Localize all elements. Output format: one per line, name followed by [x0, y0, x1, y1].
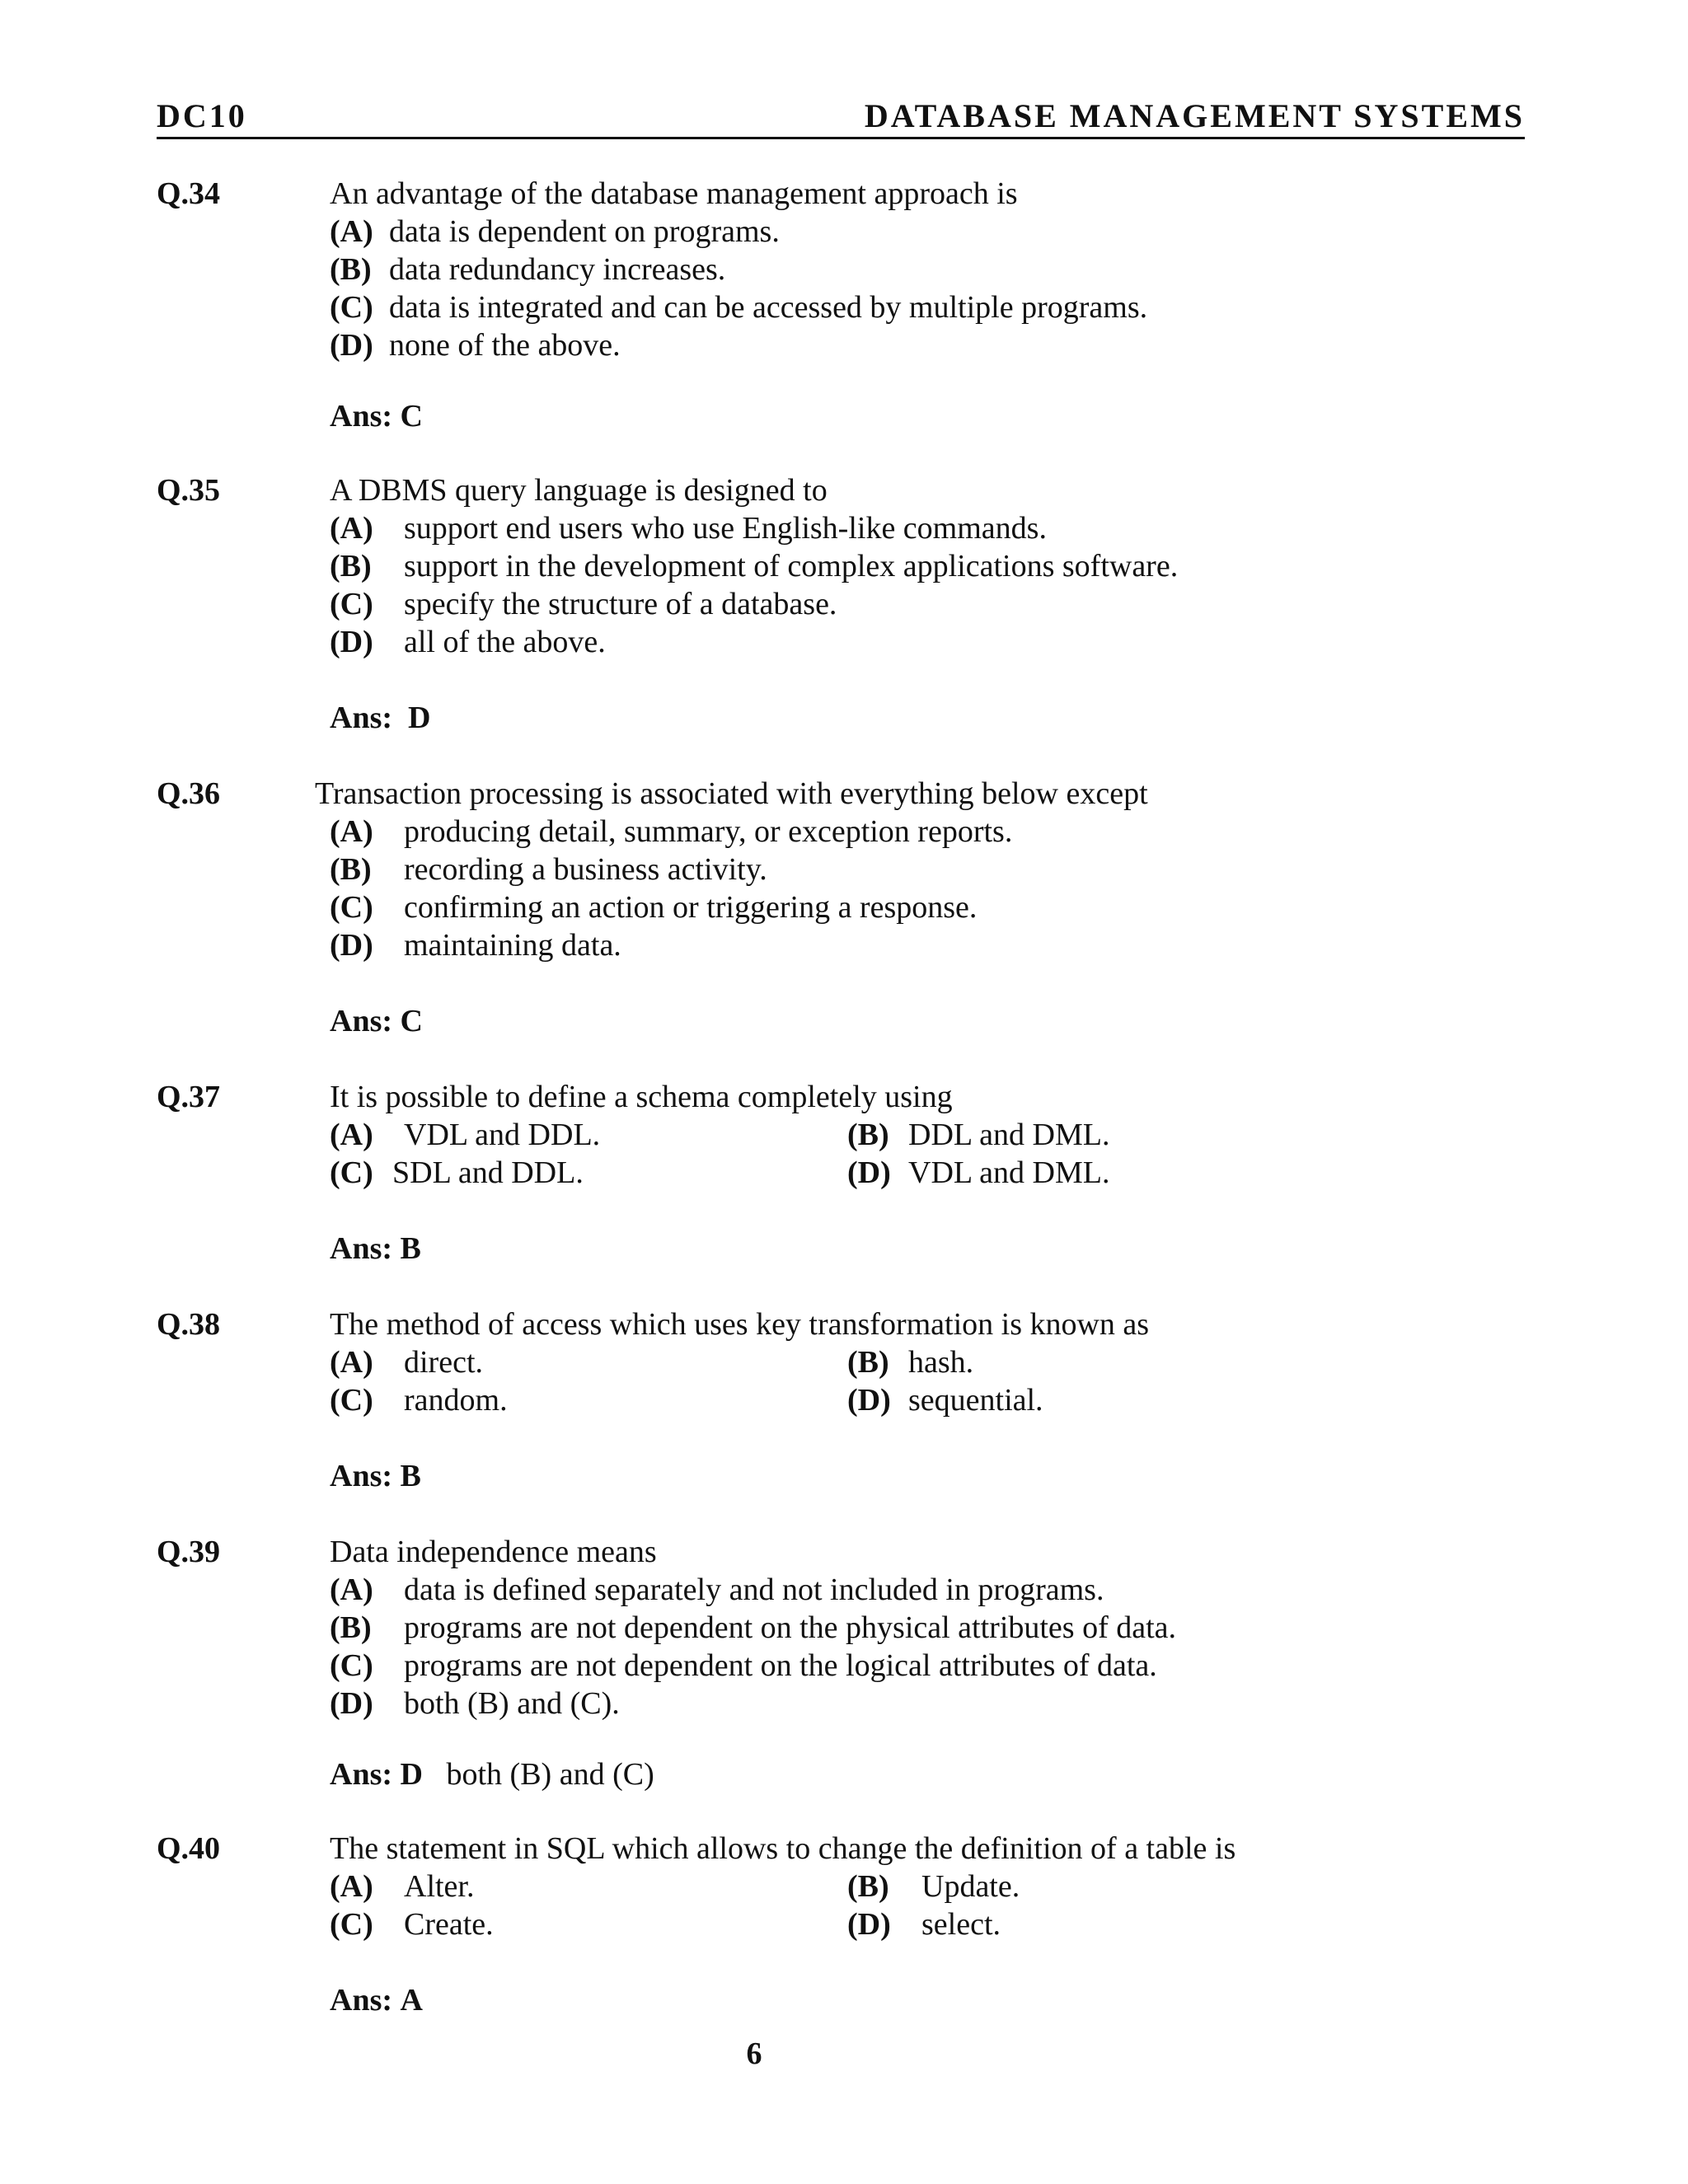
answer	[330, 1755, 1517, 1793]
option-b	[847, 1116, 1110, 1154]
option-c	[330, 288, 1517, 326]
option-a	[330, 1868, 474, 1905]
option-text: VDL and DML.	[908, 1155, 1110, 1190]
option-a	[330, 1116, 600, 1154]
question-body	[330, 1078, 1517, 1268]
option-text: none of the above.	[389, 328, 621, 363]
option-label: (D)	[330, 625, 373, 659]
option-label: (B)	[330, 252, 372, 287]
answer-value: D	[400, 1757, 423, 1792]
option-b	[330, 1609, 1517, 1647]
question-body	[330, 1830, 1517, 2019]
answer-note: both (B) and (C)	[446, 1757, 654, 1792]
option-text: all of the above.	[404, 625, 606, 659]
option-label: (D)	[330, 328, 373, 363]
option-b	[847, 1868, 1020, 1905]
option-label: (A)	[330, 1118, 373, 1152]
question-number: Q.38	[157, 1307, 221, 1342]
option-d	[330, 623, 1517, 661]
option-b	[330, 547, 1517, 585]
answer	[330, 1981, 1517, 2019]
question-number: Q.36	[157, 776, 221, 811]
question-text: The statement in SQL which allows to change the definition of a table is	[330, 1831, 1236, 1866]
option-label: (A)	[330, 214, 373, 249]
option-text: sequential.	[908, 1383, 1043, 1418]
option-c	[330, 1905, 494, 1943]
option-label: (C)	[330, 1155, 373, 1190]
question-text: An advantage of the database management approach is	[330, 176, 1018, 211]
option-b	[847, 1343, 973, 1381]
option-c	[330, 888, 1517, 926]
option-text: data is integrated and can be accessed by multiple programs.	[389, 290, 1148, 325]
answer-value: D	[408, 701, 431, 735]
option-label: (C)	[330, 587, 373, 621]
answer-label: Ans:	[330, 1459, 393, 1493]
option-label: (C)	[330, 1648, 373, 1683]
option-label: (D)	[330, 928, 373, 963]
question-body	[330, 175, 1517, 435]
option-text: DDL and DML.	[908, 1118, 1110, 1152]
option-d	[330, 326, 1517, 364]
answer	[330, 1230, 1517, 1268]
option-label: (A)	[330, 511, 373, 546]
option-text: data redundancy increases.	[389, 252, 726, 287]
option-b	[330, 851, 1517, 888]
option-label: (A)	[330, 814, 373, 849]
answer-label: Ans:	[330, 399, 393, 434]
option-label: (C)	[330, 1383, 373, 1418]
option-label: (D)	[847, 1383, 891, 1418]
answer	[330, 1002, 1517, 1040]
option-text: programs are not dependent on the logical attributes of data.	[404, 1648, 1157, 1683]
answer-label: Ans:	[330, 1231, 393, 1266]
option-a	[330, 813, 1517, 851]
page-number: 6	[746, 2036, 762, 2071]
option-d	[847, 1381, 1043, 1419]
option-c	[330, 1647, 1517, 1685]
question-body	[330, 1305, 1517, 1495]
option-a	[330, 213, 1517, 251]
option-label: (C)	[330, 1907, 373, 1942]
answer-label: Ans:	[330, 701, 393, 735]
answer-value: C	[400, 1004, 423, 1038]
option-text: programs are not dependent on the physical attributes of data.	[404, 1610, 1177, 1645]
option-text: SDL and DDL.	[392, 1155, 584, 1190]
option-text: specify the structure of a database.	[404, 587, 837, 621]
options-row-1	[330, 1343, 1517, 1381]
answer	[330, 1457, 1517, 1495]
question-text: Transaction processing is associated with everything below except	[315, 776, 1148, 811]
answer-value: A	[400, 1983, 423, 2018]
option-label: (B)	[847, 1118, 889, 1152]
option-text: hash.	[908, 1345, 974, 1380]
options-row-2	[330, 1905, 1517, 1943]
option-text: confirming an action or triggering a response.	[404, 890, 978, 925]
question-text: The method of access which uses key transformation is known as	[330, 1307, 1150, 1342]
option-text: support end users who use English-like commands.	[404, 511, 1047, 546]
question-text: It is possible to define a schema completely using	[330, 1080, 953, 1114]
option-d	[330, 926, 1517, 964]
option-label: (B)	[847, 1869, 889, 1904]
option-c	[330, 1381, 508, 1419]
option-label: (D)	[847, 1907, 891, 1942]
option-text: Alter.	[404, 1869, 475, 1904]
option-text: data is defined separately and not included in programs.	[404, 1572, 1104, 1607]
option-label: (A)	[330, 1869, 373, 1904]
options-row-1	[330, 1116, 1517, 1154]
answer-value: B	[400, 1459, 421, 1493]
option-text: Create.	[404, 1907, 494, 1942]
question-number: Q.34	[157, 176, 221, 211]
option-d	[330, 1685, 1517, 1722]
option-text: random.	[404, 1383, 508, 1418]
question-body	[330, 1533, 1517, 1793]
page-header	[157, 97, 1525, 139]
answer	[330, 397, 1517, 435]
question-text: Data independence means	[330, 1535, 657, 1569]
question-number: Q.39	[157, 1535, 221, 1569]
option-text: VDL and DDL.	[404, 1118, 601, 1152]
option-text: both (B) and (C).	[404, 1686, 620, 1721]
options-row-2	[330, 1381, 1517, 1419]
option-a	[330, 1343, 483, 1381]
options-row-2	[330, 1154, 1517, 1192]
option-label: (D)	[330, 1686, 373, 1721]
option-a	[330, 1571, 1517, 1609]
answer-label: Ans:	[330, 1757, 393, 1792]
option-text: Update.	[921, 1869, 1020, 1904]
course-code: DC10	[157, 97, 247, 134]
option-label: (B)	[330, 852, 372, 887]
option-label: (A)	[330, 1345, 373, 1380]
options-row-1	[330, 1868, 1517, 1905]
question-body	[315, 775, 1517, 1040]
option-text: producing detail, summary, or exception reports.	[404, 814, 1013, 849]
option-b	[330, 251, 1517, 288]
option-d	[847, 1154, 1110, 1192]
option-label: (B)	[330, 549, 372, 583]
answer-value: B	[400, 1231, 421, 1266]
question-number: Q.37	[157, 1080, 221, 1114]
option-text: support in the development of complex applications software.	[404, 549, 1179, 583]
question-text: A DBMS query language is designed to	[330, 473, 828, 508]
question-number: Q.35	[157, 473, 221, 508]
option-a	[330, 509, 1517, 547]
option-d	[847, 1905, 1001, 1943]
option-label: (D)	[847, 1155, 891, 1190]
option-c	[330, 585, 1517, 623]
option-text: select.	[921, 1907, 1001, 1942]
option-label: (B)	[330, 1610, 372, 1645]
option-label: (B)	[847, 1345, 889, 1380]
answer-value: C	[400, 399, 423, 434]
answer-label: Ans:	[330, 1983, 393, 2018]
subject-title: DATABASE MANAGEMENT SYSTEMS	[864, 97, 1525, 134]
question-body	[330, 471, 1517, 737]
option-c	[330, 1154, 584, 1192]
option-label: (C)	[330, 290, 373, 325]
option-text: recording a business activity.	[404, 852, 767, 887]
option-text: direct.	[404, 1345, 484, 1380]
question-number: Q.40	[157, 1831, 221, 1866]
answer-label: Ans:	[330, 1004, 393, 1038]
option-text: data is dependent on programs.	[389, 214, 780, 249]
option-label: (A)	[330, 1572, 373, 1607]
option-text: maintaining data.	[404, 928, 621, 963]
answer	[330, 699, 1517, 737]
option-label: (C)	[330, 890, 373, 925]
